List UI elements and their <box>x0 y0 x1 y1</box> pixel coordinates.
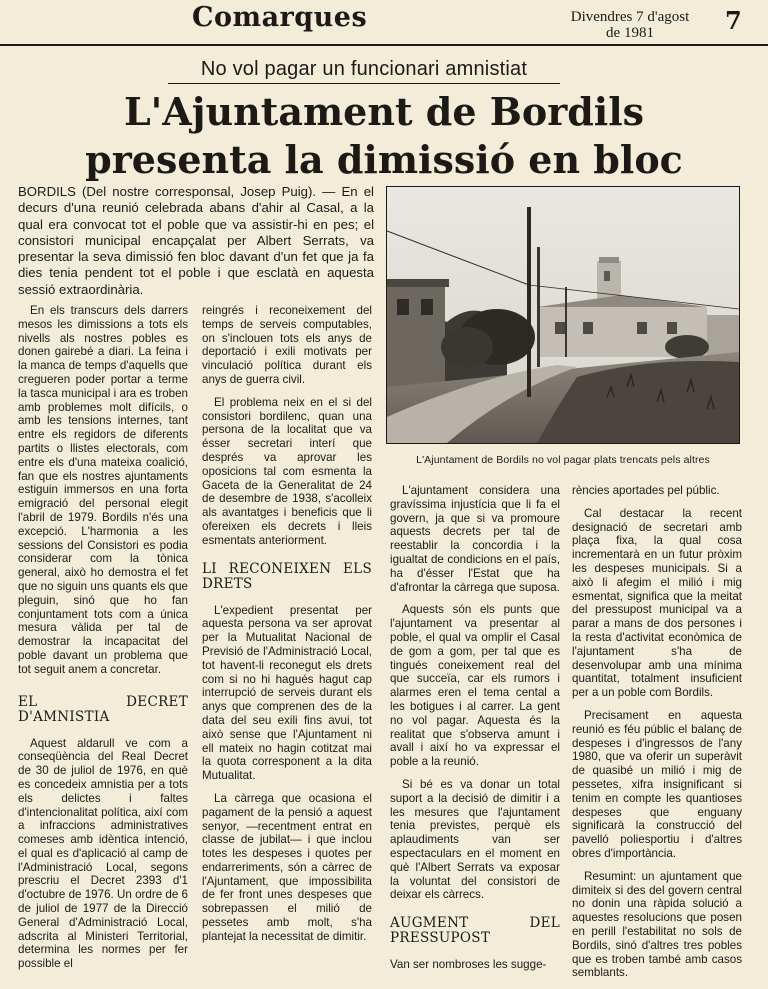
paragraph: L'expedient presentat per aquesta persona va ser aprovat per la Mutualitat Nacional de Previsió de l'Administració Local, tot havent-li reconegut els drets com si no hi hagués hagut cap interrupció de serveis durant els anys que comprenen des de la data del seu exili fins avui, tot això sense que l'Ajuntament ni ell mateix no hagin cotitzat mai la quota corresponent a la dita Mutualitat. <box>202 603 372 783</box>
village-street-photo <box>387 187 739 443</box>
article-lead: BORDILS (Del nostre corresponsal, Josep Puig). — En el decurs d'una reunió celebrada abans d'ahir al Casal, a la qual era convocat tot el poble que va assistir-hi en pes; el consistori municipal encapçalat per Albert Serrats, va presentar la seva dimissió fen bloc davant d'un fet que ja fa dies tenia pendent tot el poble i que esclatà en aquesta sessió extraordinària. <box>18 184 374 297</box>
subheading-decret-amnistia: EL DECRET D'AMNISTIA <box>18 693 188 725</box>
paragraph: Si bé es va donar un total suport a la decisió de dimitir i a les mesures que l'ajuntament tenia previstes, perquè els aplaudiments van ser espectaculars en el moment en què l'Albert Serrats va exposar la voluntat del consistori de deixar els càrrecs. <box>390 777 560 902</box>
article-photo <box>386 186 740 444</box>
masthead <box>0 0 768 46</box>
paragraph: Aquests són els punts que l'ajuntament va presentar al poble, el qual va omplir el Casal de gom a gom, per tal que es tingués coneixement real del que succeïa, car els rumors i alarmes eren el tema cental a les botigues i al carrer. La gent no vol pagar. Aquesta és la realitat que s'observa amunt i avall i així ho va expressar el poble a la reunió. <box>390 603 560 769</box>
paragraph: Aquest aldarull ve com a conseqüència del Real Decret de 30 de juliol de 1976, en què es concedeix amnistia per a tots els delictes i faltes d'intencionalitat política, així com a infraccions administratives comeses amb idèntica intenció, el qual es d'aplicació al camp de l'Administració Local, segons prescriu el Decret 2393 d'1 d'octubre de 1976. Un ordre de 6 de juliol de 1977 de la Direcció General d'Administració Local, adscrita al Ministeri Territorial, determina les normes per fer possible el <box>18 736 188 971</box>
paragraph: Van ser nombroses les sugge- <box>390 958 547 972</box>
subheading-reconeixen-drets: LI RECONEIXEN ELS DRETS <box>202 560 372 592</box>
subheading-augment-pressupost: AUGMENT DEL PRESSUPOST <box>390 915 560 947</box>
article-column-2 <box>202 304 372 953</box>
photo-caption: L'Ajuntament de Bordils no vol pagar plats trencats pels altres <box>416 454 710 466</box>
paragraph: Cal destacar la recent designació de secretari amb plaça fixa, la qual cosa incrementarà en un futur pròxim les despeses municipals. Si a això li afegim el milió i mig esmentat, significa que la meitat del pressupost municipal va a parar a mans de dos persones i la resta d'activitat econòmica de l'ajuntament s'ha de desenvolupar amb una mínima quantitat, totalment insuficient per a un poble com Bordils. <box>572 506 742 700</box>
masthead-rule <box>0 44 768 46</box>
article-column-3 <box>390 484 560 981</box>
page-number: 7 <box>725 6 742 35</box>
paragraph: Resumint: un ajuntament que dimiteix si des del govern central no donin una ràpida solució a aquestes resolucions que posen en perill l'estabilitat no sols de Bordils, sinó d'altres tres pobles que es troben també amb casos semblants. <box>572 869 742 980</box>
paragraph: Precisament en aquesta reunió es féu públic el balanç de despeses i d'ingressos de l'any 1980, que va oferir un superàvit de quasibé un milió i mig de pessetes, xifra insignificant si tenim en compte les quantioses despeses que enguany significarà la construcció del pavelló poliesportiu i d'altres obres d'importància. <box>572 708 742 860</box>
article-headline <box>20 88 748 184</box>
headline-line-2: presenta la dimissió en bloc <box>85 137 683 182</box>
publication-date <box>560 9 700 41</box>
article-column-1 <box>18 304 188 980</box>
date-line-1: Divendres 7 d'agost <box>570 9 690 25</box>
section-name: Comarques <box>192 2 368 33</box>
date-line-2: de 1981 <box>606 25 654 41</box>
article-kicker: No vol pagar un funcionari amnistiat <box>168 58 560 84</box>
article-column-4 <box>572 484 742 989</box>
paragraph: La càrrega que ocasiona el pagament de la pensió a aquest senyor, —recentment entrat en classe de jubilat— i que inclou totes les despeses i quotes per endarreriments, són a càrrec de l'Ajuntament, que impossibilita de fer front unes despeses que sobrepassen el milió de pessetes amb molt, s'ha plantejat la necessitat de dimitir. <box>202 791 372 943</box>
paragraph: El problema neix en el si del consistori bordilenc, quan una persona de la localitat que va ésser secretari interí que després va aprovar les oposicions tal com esmenta la Gaceta de la Generalitat de 24 de desembre de 1938, s'acolleix als avantatges i beneficis que li ofereixen els decrets i lleis esmentats anteriorment. <box>202 395 372 547</box>
paragraph: En els transcurs dels darrers mesos les dimissions a tots els nivells als nostres pobles es donen gairebé a diari. La feina i la manca de temps d'aquells que cregueren poder portar a terme la tasca municipal i ara es troben amb problemes molt difícils, o amb les tensions internes, tant entre els regidors de diferents partits o llistes electorals, com entre els d'una mateixa coalició, fan que els nostres ajuntaments estiguin immersos en una forta emigració del personal elegit l'abril de 1979. Bordils n'és una excepció. L'harmonia a les sessions del Consistori es podia considerar com la tònica general, això ho demostra el fet que no siguin uns quants els que pleguin, sinó que ho fan conjuntament tots com a única mesura vàlida per tal de demostrar la incapacitat del poble davant un problema que tot seguit anem a concretar. <box>18 304 188 676</box>
paragraph: L'ajuntament considera una gravíssima injustícia que li fa el govern, ja que si va promoure aquests decrets per tal de reestablir la concordia i la igualtat de condicions en el país, ha d'ésser l'Estat que ha d'afrontar la càrrega que suposa. <box>390 484 560 594</box>
headline-line-1: L'Ajuntament de Bordils <box>123 89 645 134</box>
paragraph: rències aportades pel públic. <box>572 484 720 497</box>
paragraph: reingrés i reconeixement del temps de serveis computables, on s'inclouen tots els anys de deportació i exili motivats per vinculació política durant els anys de guerra civil. <box>202 304 372 386</box>
